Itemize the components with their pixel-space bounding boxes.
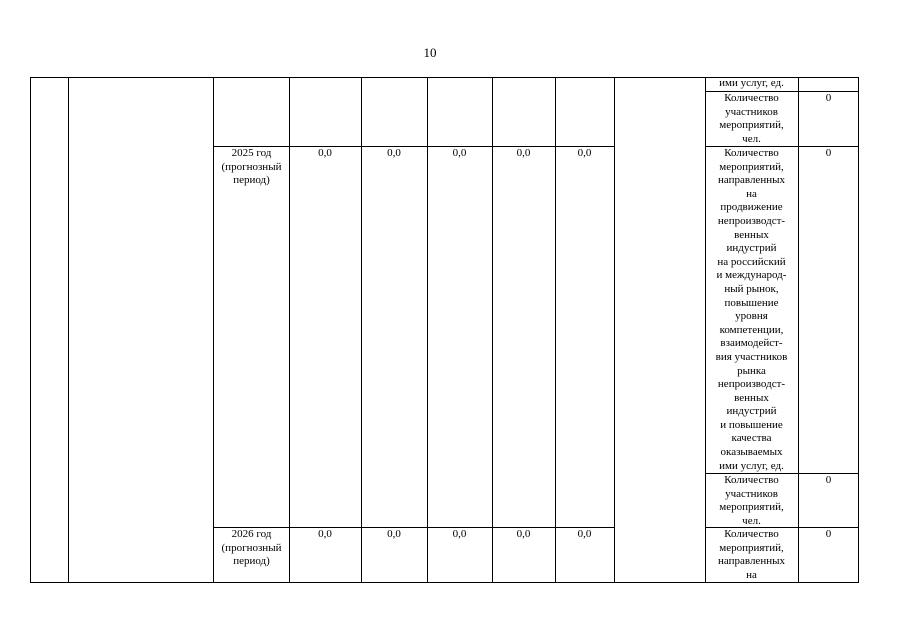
funding-value: 0,0	[452, 528, 467, 540]
indicator-name: Количество участников мероприятий, чел.	[719, 92, 784, 145]
funding-value: 0,0	[452, 147, 467, 159]
column-divider	[614, 77, 615, 583]
funding-value: 0,0	[516, 147, 531, 159]
column-divider	[68, 77, 69, 583]
funding-value: 0,0	[318, 147, 332, 159]
funding-value: 0,0	[387, 528, 401, 540]
year-label: 2025 год (прогнозный период)	[221, 147, 282, 187]
funding-value: 0,0	[387, 147, 401, 159]
year-label: 2026 год (прогнозный период)	[221, 528, 282, 568]
funding-value: 0,0	[516, 528, 531, 540]
indicator-value: 0	[825, 147, 832, 159]
indicator-value: 0	[825, 528, 832, 540]
indicator-name: Количество участников мероприятий, чел.	[719, 474, 784, 527]
indicator-name: Количество мероприятий, направленных на продвижение непроизводст- венных индустрий на российский и международ- ный рынок, повышение уровня компетенции, взаимодейст- вия участников рынка непроизводст- венных индустрий и повышение качества оказываемых ими услуг, ед.	[715, 147, 788, 472]
indicator-name: ими услуг, ед.	[719, 77, 784, 89]
indicator-value: 0	[825, 474, 832, 486]
funding-value: 0,0	[577, 147, 592, 159]
funding-value: 0,0	[318, 528, 332, 540]
funding-value: 0,0	[577, 528, 592, 540]
indicator-value: 0	[825, 92, 832, 104]
page-number: 10	[423, 45, 437, 60]
indicator-name: Количество мероприятий, направленных на	[718, 528, 785, 581]
